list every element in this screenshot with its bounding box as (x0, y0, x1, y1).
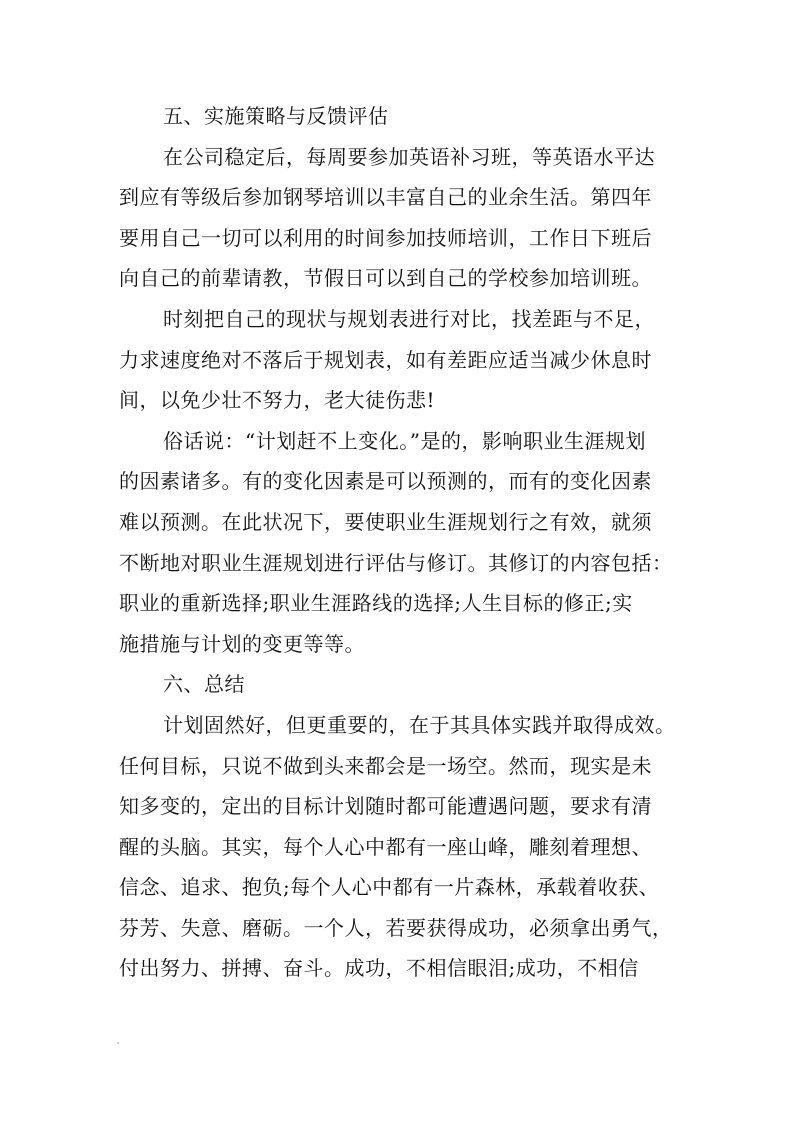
text-line: 醒的头脑。其实，每个人心中都有一座山峰，雕刻着理想、 (119, 834, 652, 859)
page-footer-mark (117, 1042, 119, 1044)
document-body (119, 96, 679, 989)
text-line: 施措施与计划的变更等等。 (119, 631, 365, 656)
text-line: 力求速度绝对不落后于规划表，如有差距应适当减少休息时 (119, 347, 652, 372)
paragraph-2 (119, 299, 679, 421)
text-line: 向自己的前辈请教，节假日可以到自己的学校参加培训班。 (119, 266, 652, 291)
text-line: 俗话说：“计划赶不上变化。”是的，影响职业生涯规划 (163, 428, 646, 453)
paragraph-4 (119, 705, 679, 989)
text-line: 信念、追求、抱负;每个人心中都有一片森林，承载着收获、 (119, 875, 660, 900)
text-line: 的因素诸多。有的变化因素是可以预测的，而有的变化因素 (119, 469, 652, 494)
text-line: 付出努力、拼搏、奋斗。成功，不相信眼泪;成功，不相信 (119, 956, 639, 981)
text-line: 任何目标，只说不做到头来都会是一场空。然而，现实是未 (119, 753, 652, 778)
text-line: 在公司稳定后，每周要参加英语补习班，等英语水平达 (163, 144, 655, 169)
text-line: 难以预测。在此状况下，要使职业生涯规划行之有效，就须 (119, 509, 652, 534)
text-line: 要用自己一切可以利用的时间参加技师培训，工作日下班后 (119, 225, 652, 250)
section-heading-5: 五、实施策略与反馈评估 (163, 104, 389, 128)
text-line: 时刻把自己的现状与规划表进行对比，找差距与不足， (163, 306, 655, 331)
paragraph-3 (119, 421, 679, 665)
text-line: 间，以免少壮不努力，老大徒伤悲! (119, 388, 436, 413)
text-line: 知多变的，定出的目标计划随时都可能遭遇问题，要求有清 (119, 794, 652, 819)
text-line: 到应有等级后参加钢琴培训以丰富自己的业余生活。第四年 (119, 185, 652, 210)
section-heading-6: 六、总结 (163, 672, 245, 697)
text-line: 不断地对职业生涯规划进行评估与修订。其修订的内容包括： (119, 550, 673, 575)
text-line: 芬芳、失意、磨砺。一个人，若要获得成功，必须拿出勇气， (119, 915, 673, 940)
paragraph-1 (119, 137, 679, 299)
text-line: 职业的重新选择;职业生涯路线的选择;人生目标的修正;实 (119, 591, 633, 616)
text-line: 计划固然好，但更重要的，在于其具体实践并取得成效。 (163, 712, 676, 737)
